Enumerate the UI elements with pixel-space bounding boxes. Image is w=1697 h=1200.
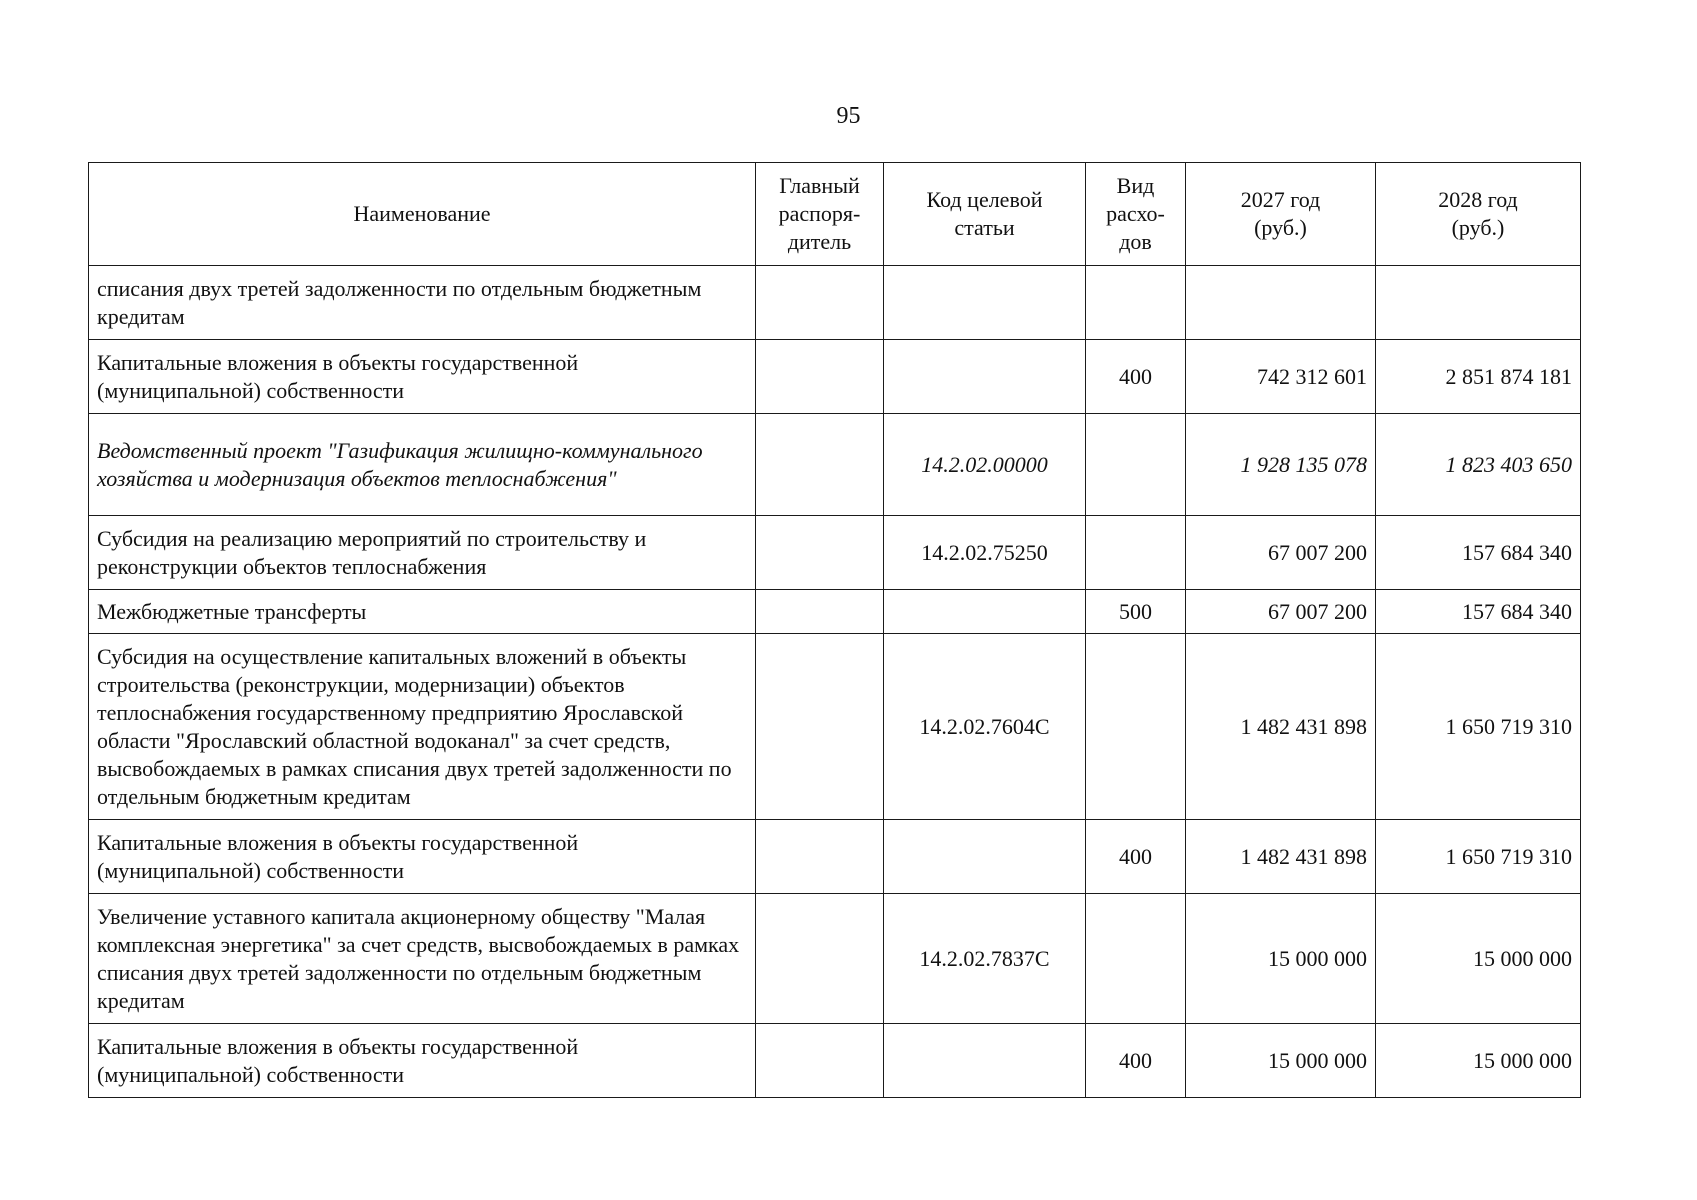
cell-2027: 742 312 601 (1186, 340, 1376, 414)
cell-name: Капитальные вложения в объекты государственной (муниципальной) собственности (89, 820, 756, 894)
cell-2027: 1 928 135 078 (1186, 414, 1376, 516)
cell-2027: 67 007 200 (1186, 516, 1376, 590)
cell-code: 14.2.02.7837С (884, 894, 1086, 1024)
table-row (89, 820, 1581, 894)
cell-2028: 1 823 403 650 (1376, 414, 1581, 516)
cell-code: 14.2.02.00000 (884, 414, 1086, 516)
cell-vid: 400 (1086, 340, 1186, 414)
cell-2027 (1186, 266, 1376, 340)
cell-code (884, 590, 1086, 634)
cell-grbs (756, 340, 884, 414)
cell-2028: 157 684 340 (1376, 590, 1581, 634)
cell-grbs (756, 414, 884, 516)
table-row (89, 266, 1581, 340)
header-name: Наименование (89, 163, 756, 266)
cell-vid (1086, 894, 1186, 1024)
cell-name: Ведомственный проект "Газификация жилищно-коммунального хозяйства и модернизация объектов теплоснабжения" (89, 414, 756, 516)
cell-name: Капитальные вложения в объекты государственной (муниципальной) собственности (89, 1024, 756, 1098)
cell-grbs (756, 266, 884, 340)
cell-2027: 1 482 431 898 (1186, 820, 1376, 894)
cell-code: 14.2.02.7604С (884, 634, 1086, 820)
cell-2028: 15 000 000 (1376, 894, 1581, 1024)
cell-name: Капитальные вложения в объекты государственной (муниципальной) собственности (89, 340, 756, 414)
cell-name: Межбюджетные трансферты (89, 590, 756, 634)
cell-vid (1086, 634, 1186, 820)
cell-2028: 1 650 719 310 (1376, 820, 1581, 894)
table-header-row (89, 163, 1581, 266)
cell-2028: 157 684 340 (1376, 516, 1581, 590)
page-number: 95 (836, 103, 861, 129)
cell-vid: 500 (1086, 590, 1186, 634)
cell-grbs (756, 516, 884, 590)
table-row (89, 414, 1581, 516)
cell-name: списания двух третей задолженности по отдельным бюджетным кредитам (89, 266, 756, 340)
cell-grbs (756, 634, 884, 820)
cell-vid (1086, 414, 1186, 516)
cell-grbs (756, 894, 884, 1024)
cell-name: Увеличение уставного капитала акционерному обществу "Малая комплексная энергетика" за счет средств, высвобождаемых в рамках списания двух третей задолженности по отдельным бюджетным кредитам (89, 894, 756, 1024)
cell-code (884, 340, 1086, 414)
table-row (89, 894, 1581, 1024)
cell-2027: 67 007 200 (1186, 590, 1376, 634)
header-grbs: Главный распоря- дитель (756, 163, 884, 266)
cell-2028: 1 650 719 310 (1376, 634, 1581, 820)
table-row (89, 634, 1581, 820)
cell-2027: 15 000 000 (1186, 894, 1376, 1024)
header-code: Код целевой статьи (884, 163, 1086, 266)
table-row (89, 516, 1581, 590)
cell-grbs (756, 820, 884, 894)
cell-code: 14.2.02.75250 (884, 516, 1086, 590)
cell-code (884, 1024, 1086, 1098)
header-vid: Вид расхо- дов (1086, 163, 1186, 266)
cell-2027: 15 000 000 (1186, 1024, 1376, 1098)
cell-name: Субсидия на реализацию мероприятий по строительству и реконструкции объектов теплоснабжения (89, 516, 756, 590)
cell-2028 (1376, 266, 1581, 340)
budget-table (88, 162, 1581, 1098)
cell-code (884, 266, 1086, 340)
cell-code (884, 820, 1086, 894)
cell-2027: 1 482 431 898 (1186, 634, 1376, 820)
header-2027: 2027 год (руб.) (1186, 163, 1376, 266)
cell-vid: 400 (1086, 820, 1186, 894)
cell-grbs (756, 1024, 884, 1098)
cell-2028: 2 851 874 181 (1376, 340, 1581, 414)
table-row (89, 590, 1581, 634)
cell-vid (1086, 266, 1186, 340)
cell-name: Субсидия на осуществление капитальных вложений в объекты строительства (реконструкции, модернизации) объектов теплоснабжения государственному предприятию Ярославской области "Ярославский областной водоканал" за счет средств, высвобождаемых в рамках списания двух третей задолженности по отдельным бюджетным кредитам (89, 634, 756, 820)
table-row (89, 340, 1581, 414)
cell-2028: 15 000 000 (1376, 1024, 1581, 1098)
table-row (89, 1024, 1581, 1098)
cell-vid (1086, 516, 1186, 590)
cell-vid: 400 (1086, 1024, 1186, 1098)
header-2028: 2028 год (руб.) (1376, 163, 1581, 266)
cell-grbs (756, 590, 884, 634)
